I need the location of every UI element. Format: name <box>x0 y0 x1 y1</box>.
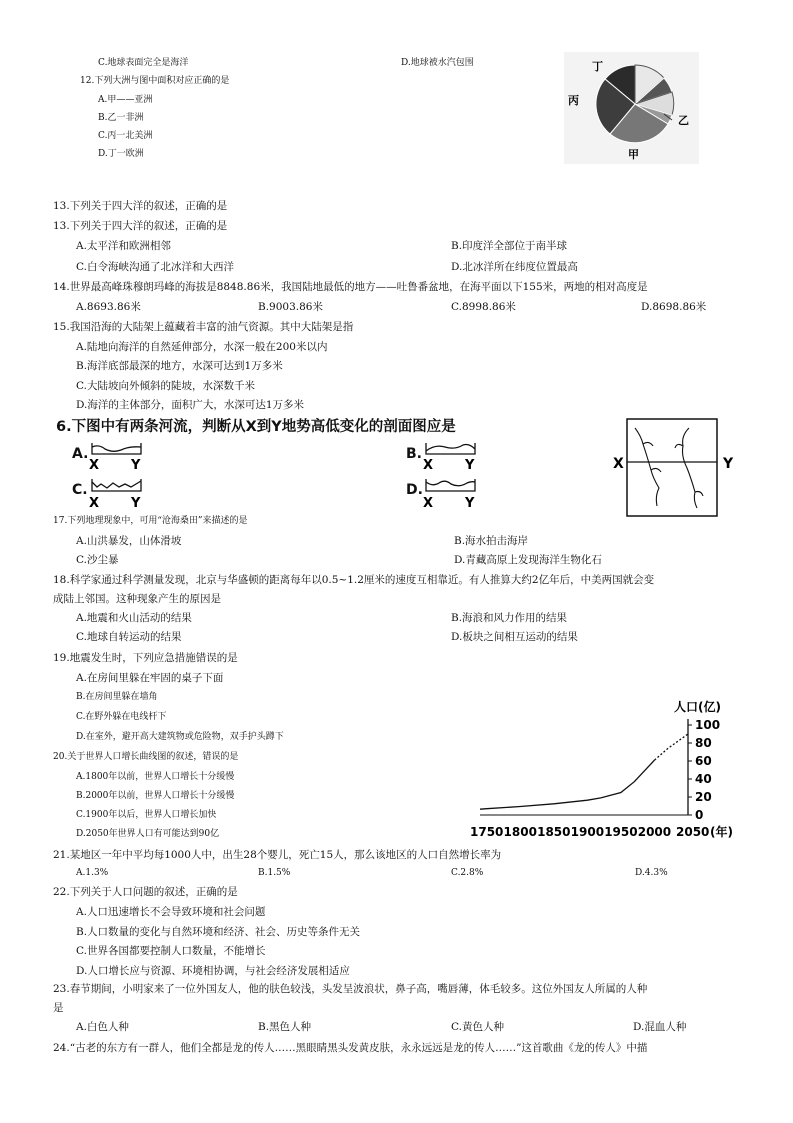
q18-stem-line1: 18.科学家通过科学测量发现，北京与华盛顿的距离每年以0.5~1.2厘米的速度互相靠近。有人推算大约2亿年后，中美两国就会变 <box>53 574 655 586</box>
q16-c-y: Y <box>131 496 141 509</box>
q17-option-b: B.海水拍击海岸 <box>454 535 529 547</box>
q21-option-a: A.1.3% <box>76 868 109 878</box>
q14-option-a: A.8693.86米 <box>76 301 141 313</box>
map-y-label: Y <box>723 456 734 472</box>
q17-option-c: C.沙尘暴 <box>76 554 119 566</box>
q16-d-y: Y <box>465 496 475 509</box>
y-tick-label: 20 <box>695 790 712 804</box>
top-option-d: D.地球被水汽包围 <box>401 58 474 68</box>
pie-label-jia: 甲 <box>628 148 639 161</box>
continent-area-pie-figure <box>564 52 699 164</box>
pie-label-ding: 丁 <box>592 60 603 73</box>
q16-label-c: C. <box>72 482 88 498</box>
y-axis-label: 人口(亿) <box>674 700 721 714</box>
q15-option-d: D.海洋的主体部分，面积广大，水深可达1万多米 <box>76 399 305 411</box>
q15-option-a: A.陆地向海洋的自然延伸部分，水深一般在200米以内 <box>76 341 328 353</box>
q16-profile-d <box>423 477 479 509</box>
q16-profile-a <box>89 441 145 471</box>
x-tick-label: 2050 <box>676 825 710 839</box>
q13-option-b: B.印度洋全部位于南半球 <box>451 240 568 252</box>
q12-option-c: C.丙一北美洲 <box>98 131 153 141</box>
q20-option-b: B.2000年以前，世界人口增长十分缓慢 <box>76 791 235 801</box>
q18-stem-line2: 成陆上邻国。这种现象产生的原因是 <box>53 593 221 605</box>
q21-option-d: D.4.3% <box>635 868 668 878</box>
q23-stem-line2: 是 <box>53 1002 64 1014</box>
q23-stem-line1: 23.春节期间，小明家来了一位外国友人，他的肤色较浅，头发呈波浪状，鼻子高，嘴唇薄，体毛较多。这位外国友人所属的人种 <box>53 983 648 995</box>
q20-option-a: A.1800年以前，世界人口增长十分缓慢 <box>76 772 235 782</box>
series-line-world-population-projection <box>655 734 689 760</box>
q23-option-d: D.混血人种 <box>633 1021 687 1033</box>
q18-option-c: C.地球自转运动的结果 <box>76 631 182 643</box>
top-option-c: C.地球表面完全是海洋 <box>98 58 189 68</box>
x-tick-label: 1800 <box>503 825 537 839</box>
q16-label-b: B. <box>406 446 422 462</box>
q16-b-y: Y <box>465 458 475 471</box>
q19-option-c: C.在野外躲在电线杆下 <box>76 712 167 722</box>
q16-a-x: X <box>89 458 100 471</box>
y-tick-label: 40 <box>695 772 712 786</box>
y-tick-label: 80 <box>695 736 712 750</box>
q20-option-c: C.1900年以后，世界人口增长加快 <box>76 810 217 820</box>
q23-option-a: A.白色人种 <box>76 1021 129 1033</box>
q20-stem: 20.关于世界人口增长曲线图的叙述，错误的是 <box>53 752 239 762</box>
q13-stem-b: 13.下列关于四大洋的叙述，正确的是 <box>53 220 228 232</box>
x-tick-label: 1850 <box>537 825 571 839</box>
q21-stem: 21.某地区一年中平均每1000人中，出生28个婴儿，死亡15人，那么该地区的人口自然增长率为 <box>53 849 502 861</box>
q16-stem: 6.下图中有两条河流，判断从X到Y地势高低变化的剖面图应是 <box>56 419 456 435</box>
q14-stem: 14.世界最高峰珠穆朗玛峰的海拔是8848.86米，我国陆地最低的地方——吐鲁番盆地，在海平面以下155米，两地的相对高度是 <box>53 281 648 293</box>
q15-option-b: B.海洋底部最深的地方，水深可达到1万多米 <box>76 360 283 372</box>
q19-option-a: A.在房间里躲在牢固的桌子下面 <box>76 672 224 684</box>
q15-option-c: C.大陆坡向外倾斜的陡坡，水深数千米 <box>76 380 255 392</box>
x-tick-label: 1950 <box>604 825 638 839</box>
q16-label-d: D. <box>406 482 423 498</box>
q13-option-d: D.北冰洋所在纬度位置最高 <box>451 261 578 273</box>
q19-stem: 19.地震发生时，下列应急措施错误的是 <box>53 652 238 664</box>
q16-b-x: X <box>423 458 434 471</box>
q16-label-a: A. <box>72 446 89 462</box>
q13-stem-a: 13.下列关于四大洋的叙述，正确的是 <box>53 200 228 212</box>
q19-option-d: D.在室外，避开高大建筑物或危险物，双手护头蹲下 <box>76 732 284 742</box>
q17-option-a: A.山洪暴发，山体滑坡 <box>76 535 182 547</box>
q16-profile-b <box>423 441 479 471</box>
q22-option-b: B.人口数量的变化与自然环境和经济、社会、历史等条件无关 <box>76 926 361 938</box>
map-x-label: X <box>613 456 624 472</box>
q13-option-a: A.太平洋和欧洲相邻 <box>76 240 171 252</box>
y-tick-label: 0 <box>695 808 704 822</box>
q16-c-x: X <box>89 496 100 509</box>
x-axis-label: (年) <box>710 825 733 839</box>
q24-stem: 24.“古老的东方有一群人，他们全都是龙的传人……黑眼睛黑头发黄皮肤，永永远远是龙的传人……”这首歌曲《龙的传人》中描 <box>53 1042 648 1054</box>
q22-option-d: D.人口增长应与资源、环境相协调，与社会经济发展相适应 <box>76 965 350 977</box>
q18-option-d: D.板块之间相互运动的结果 <box>451 631 578 643</box>
population-chart <box>470 695 745 845</box>
q21-option-c: C.2.8% <box>451 868 484 878</box>
q23-option-b: B.黑色人种 <box>258 1021 312 1033</box>
q16-river-map <box>611 416 741 518</box>
q22-stem: 22.下列关于人口问题的叙述，正确的是 <box>53 886 238 898</box>
x-tick-label: 1750 <box>470 825 504 839</box>
q17-stem: 17.下列地理现象中，可用“沧海桑田”来描述的是 <box>53 516 248 526</box>
q14-option-d: D.8698.86米 <box>641 301 707 313</box>
q20-option-d: D.2050年世界人口有可能达到90亿 <box>76 829 220 839</box>
y-tick-label: 60 <box>695 754 712 768</box>
q12-option-a: A.甲——亚洲 <box>98 95 153 105</box>
q16-a-y: Y <box>131 458 141 471</box>
x-tick-label: 1900 <box>570 825 605 839</box>
q13-option-c: C.白令海峡沟通了北冰洋和大西洋 <box>76 261 234 273</box>
q16-d-x: X <box>423 496 434 509</box>
q22-option-c: C.世界各国都要控制人口数量，不能增长 <box>76 945 266 957</box>
pie-label-yi: 乙 <box>678 114 689 127</box>
q21-option-b: B.1.5% <box>258 868 291 878</box>
series-line-world-population <box>480 760 655 809</box>
q12-option-d: D.丁一欧洲 <box>98 149 144 159</box>
q12-option-b: B.乙一非洲 <box>98 113 144 123</box>
q12-stem: 12.下列大洲与图中面积对应正确的是 <box>80 76 230 86</box>
q15-stem: 15.我国沿海的大陆架上蕴藏着丰富的油气资源。其中大陆架是指 <box>53 321 354 333</box>
q14-option-b: B.9003.86米 <box>258 301 323 313</box>
q18-option-b: B.海浪和风力作用的结果 <box>451 612 568 624</box>
x-tick-label: 2000 <box>637 825 672 839</box>
q19-option-b: B.在房间里躲在墙角 <box>76 692 158 702</box>
pie-label-bing: 丙 <box>568 94 579 107</box>
y-tick-label: 100 <box>695 718 721 732</box>
q17-option-d: D.青藏高原上发现海洋生物化石 <box>454 554 602 566</box>
q18-option-a: A.地震和火山活动的结果 <box>76 612 192 624</box>
q23-option-c: C.黄色人种 <box>451 1021 504 1033</box>
q14-option-c: C.8998.86米 <box>451 301 516 313</box>
q22-option-a: A.人口迅速增长不会导致环境和社会问题 <box>76 906 266 918</box>
q16-profile-c <box>89 477 145 509</box>
